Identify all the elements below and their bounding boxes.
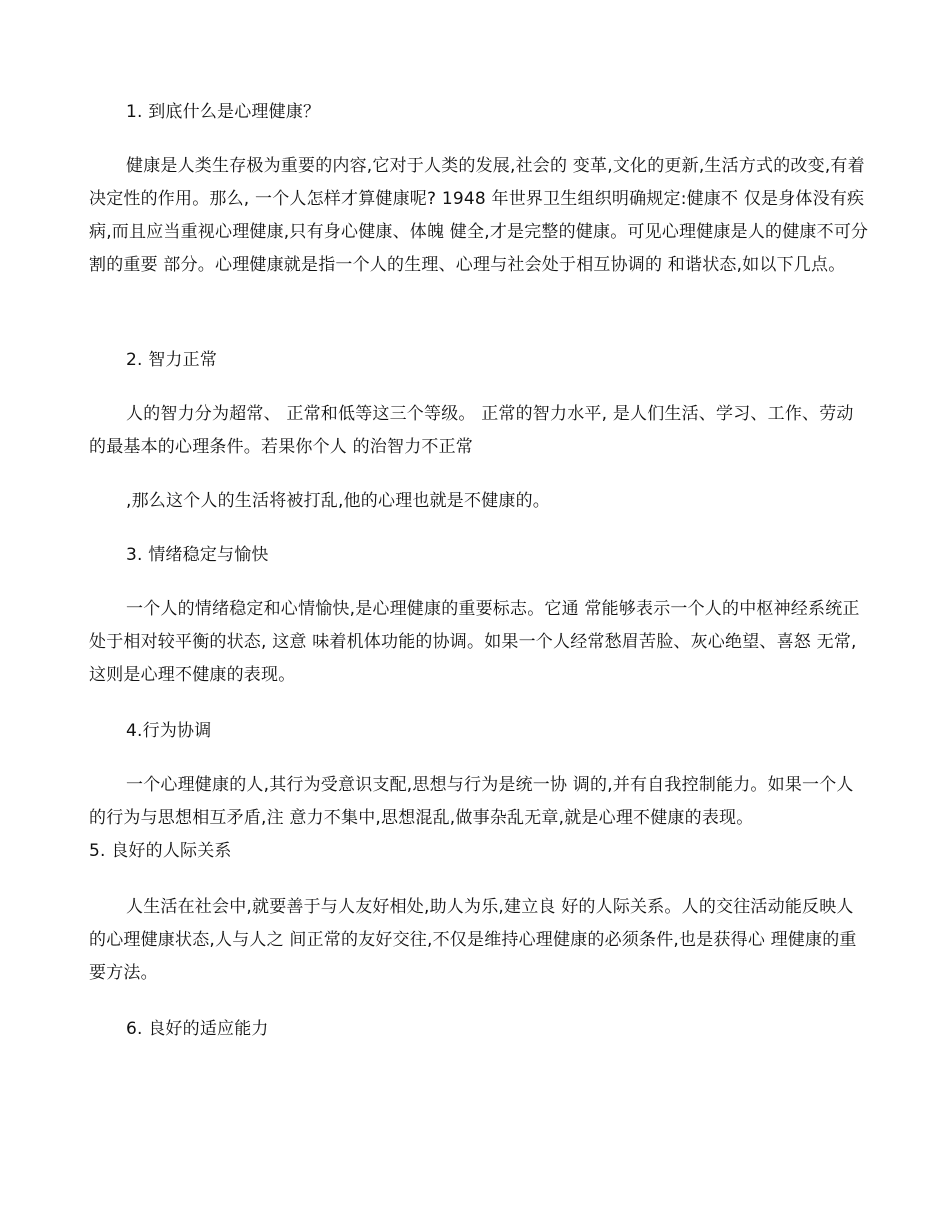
section-heading-5: 5. 良好的人际关系 xyxy=(89,841,232,861)
section-paragraph-2-continued: ,那么这个人的生活将被打乱,他的心理也就是不健康的。 xyxy=(126,491,551,511)
section-paragraph-1: 健康是人类生存极为重要的内容,它对于人类的发展,社会的 变革,文化的更新,生活方式的改变,有着决定性的作用。那么, 一个人怎样才算健康呢? 1948 年世界卫生组织明确规定:健康不 仅是身体没有疾病,而且应当重视心理健康,只有身心健康、体魄 健全,才是完整的健康。可见心理健康是人的健康不可分割的重要 部分。心理健康就是指一个人的生理、心理与社会处于相互协调的 和谐状态,如以下几点。 xyxy=(89,156,869,275)
section-paragraph-3: 一个人的情绪稳定和心情愉快,是心理健康的重要标志。它通 常能够表示一个人的中枢神经系统正处于相对较平衡的状态, 这意 味着机体功能的协调。如果一个人经常愁眉苦脸、灰心绝望、喜怒 无常,这则是心理不健康的表现。 xyxy=(89,599,860,685)
section-heading-1: 1. 到底什么是心理健康？ xyxy=(126,102,321,122)
section-heading-3: 3. 情绪稳定与愉快 xyxy=(126,545,269,565)
section-paragraph-4: 一个心理健康的人,其行为受意识支配,思想与行为是统一协 调的,并有自我控制能力。如果一个人的行为与思想相互矛盾,注 意力不集中,思想混乱,做事杂乱无章,就是心理不健康的表现。 xyxy=(89,775,854,828)
section-heading-4: 4.行为协调 xyxy=(126,721,212,741)
section-paragraph-2: 人的智力分为超常、 正常和低等这三个等级。 正常的智力水平, 是人们生活、学习、工作、劳动的最基本的心理条件。若果你个人 的治智力不正常 xyxy=(89,404,854,457)
section-heading-2: 2. 智力正常 xyxy=(126,350,218,370)
section-heading-6: 6. 良好的适应能力 xyxy=(126,1019,269,1039)
section-paragraph-5: 人生活在社会中,就要善于与人友好相处,助人为乐,建立良 好的人际关系。人的交往活动能反映人的心理健康状态,人与人之 间正常的友好交往,不仅是维持心理健康的必须条件,也是获得心 理健康的重要方法。 xyxy=(89,897,857,983)
